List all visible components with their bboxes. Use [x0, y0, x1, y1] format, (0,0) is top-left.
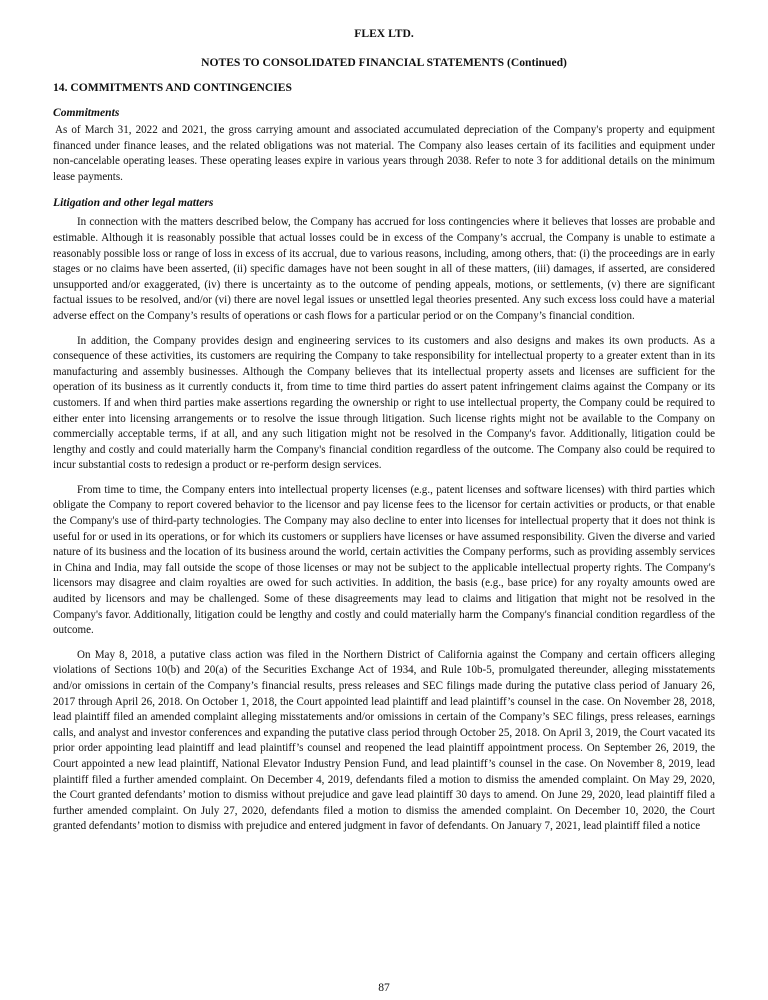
litigation-heading: Litigation and other legal matters — [53, 196, 214, 210]
commitments-heading: Commitments — [53, 106, 120, 119]
commitments-paragraph: As of March 31, 2022 and 2021, the gross carrying amount and associated accumulated depreciation of the Company's property and equipment financed under finance leases, and the related obligations was not material. The Company also leases certain of its facilities and equipment under non-cancelable operating leases. These operating leases expire in various years through 2038. Refer to note 3 for additional details on the minimum lease payments. — [53, 124, 715, 183]
litigation-paragraph-2: In addition, the Company provides design and engineering services to its customers and also designs and makes its own products. As a consequence of these activities, its customers are requiring the Company to take responsibility for intellectual property to a greater extent than in its manufacturing and assembly businesses. Although the Company believes that its intellectual property assets and licenses are sufficient for the operation of its business as it currently conducts it, from time to time third parties do assert patent infringement claims against the Company or its customers. If and when third parties make assertions regarding the ownership or right to use intellectual property, the Company could be required to either enter into licensing arrangements or to resolve the issue through litigation. Such license rights might not be available to the Company on commercially acceptable terms, if at all, and any such litigation might not be resolved in the Company's favor. Additionally, litigation could be lengthy and costly and could materially harm the Company's financial condition regardless of the outcome. The Company also could be required to incur substantial costs to redesign a product or re-perform design services. — [53, 334, 715, 472]
litigation-paragraph-4: On May 8, 2018, a putative class action was filed in the Northern District of California against the Company and certain officers alleging violations of Sections 10(b) and 20(a) of the Securities Exchange Act of 1934, and Rule 10b-5, promulgated thereunder, alleging misstatements and/or omissions in certain of the Company’s financial results, press releases and SEC filings made during the putative class period of January 26, 2017 through April 26, 2018. On October 1, 2018, the Court appointed lead plaintiff and lead plaintiff’s counsel in the case. On November 28, 2018, lead plaintiff filed an amended complaint alleging misstatements and/or omissions in certain of the Company’s SEC filings, press releases, earnings calls, and analyst and investor conferences and expanding the putative class period through October 25, 2018. On April 3, 2019, the Court vacated its prior order appointing lead plaintiff and lead plaintiff’s counsel and reopened the lead plaintiff appointment process. On September 26, 2019, the Court appointed a new lead plaintiff, National Elevator Industry Pension Fund, and lead plaintiff’s counsel in the case. On November 8, 2019, lead plaintiff filed a further amended complaint. On December 4, 2019, defendants filed a motion to dismiss the amended complaint. On May 29, 2020, the Court granted defendants’ motion to dismiss without prejudice and gave lead plaintiff 30 days to amend. On June 29, 2020, lead plaintiff filed a further amended complaint. On July 27, 2020, defendants filed a motion to dismiss the amended complaint. On December 10, 2020, the Court granted defendants’ motion to dismiss with prejudice and entered judgment in favor of defendants. On January 7, 2021, lead plaintiff filed a notice — [53, 648, 715, 833]
document-page — [53, 26, 715, 835]
section-heading: 14. COMMITMENTS AND CONTINGENCIES — [53, 81, 292, 94]
page-number: 87 — [378, 981, 390, 994]
company-name: FLEX LTD. — [354, 27, 414, 40]
litigation-paragraph-1: In connection with the matters described below, the Company has accrued for loss contingencies where it believes that losses are probable and estimable. Although it is reasonably possible that actual losses could be in excess of the Company’s accrual, the Company is unable to estimate a reasonably possible loss or range of loss in excess of its accrual, due to various reasons, including, among others, that: (i) the proceedings are in early stages or no claims have been asserted, (ii) specific damages have not been sought in all of these matters, (iii) damages, if asserted, are considered unsupported and/or exaggerated, (iv) there is uncertainty as to the outcome of pending appeals, motions, or settlements, (v) there are significant factual issues to be resolved, and/or (vi) there are novel legal issues or unsettled legal theories presented. Any such excess loss could have a material adverse effect on the Company’s results of operations or cash flows for a particular period or on the Company’s financial condition. — [53, 216, 715, 322]
notes-title: NOTES TO CONSOLIDATED FINANCIAL STATEMENTS (Continued) — [201, 56, 567, 69]
litigation-paragraph-3: From time to time, the Company enters into intellectual property licenses (e.g., patent licenses and software licenses) with third parties which obligate the Company to report covered behavior to the licensor and pay license fees to the licensor for certain activities or products, or that enable the Company's use of third-party technologies. The Company may also decline to enter into licenses for intellectual property that it does not think is useful for or used in its operations, or for which its customers or suppliers have licenses or have assumed responsibility. Given the diverse and varied nature of its business and the location of its business around the world, certain activities the Company performs, such as providing assembly services in China and India, may fall outside the scope of those licenses or may not be subject to the applicable intellectual property rights. The Company's licensors may disagree and claim royalties are owed for such activities. In addition, the basis (e.g., base price) for any royalty amounts owed are audited by licensors and may be challenged. Some of these disagreements may lead to claims and litigation that might not be resolved in the Company's favor. Additionally, litigation could be lengthy and costly and could materially harm the Company's financial condition regardless of the outcome. — [53, 483, 715, 637]
